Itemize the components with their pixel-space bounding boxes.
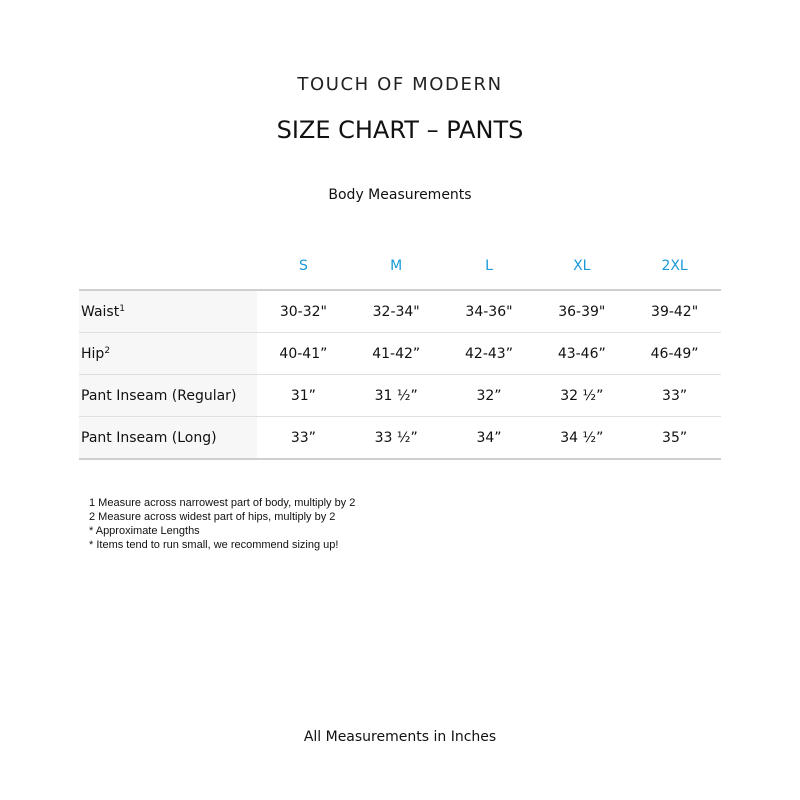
size-chart-table <box>79 243 721 460</box>
table-cell: 42-43” <box>443 333 536 375</box>
table-cell: 41-42” <box>350 333 443 375</box>
table-row-waist <box>79 290 721 333</box>
footnote-1: 1 Measure across narrowest part of body, multiply by 2 <box>89 497 356 509</box>
table-cell: 32 ½” <box>535 375 628 417</box>
footnote-marker: 2 <box>104 345 111 356</box>
table-cell: 46-49” <box>628 333 721 375</box>
table-cell: 31” <box>257 375 350 417</box>
table-cell: 36-39" <box>535 290 628 333</box>
table-cell: 32” <box>443 375 536 417</box>
page-title: SIZE CHART – PANTS <box>276 116 524 144</box>
table-cell: 34” <box>443 417 536 460</box>
table-cell: 30-32" <box>257 290 350 333</box>
footnotes <box>89 496 355 552</box>
footnote-sizing: * Items tend to run small, we recommend sizing up! <box>89 539 339 551</box>
footnote-approx: * Approximate Lengths <box>89 525 200 537</box>
table-cell: 31 ½” <box>350 375 443 417</box>
header-corner <box>79 243 257 290</box>
table-cell: 43-46” <box>535 333 628 375</box>
table-cell: 35” <box>628 417 721 460</box>
row-label-waist <box>79 290 257 333</box>
footnote-marker: 1 <box>119 303 125 314</box>
table-cell: 39-42" <box>628 290 721 333</box>
size-header-l: L <box>443 243 536 290</box>
footnote-2: 2 Measure across widest part of hips, multiply by 2 <box>89 511 336 523</box>
table-row-inseam-long <box>79 417 721 460</box>
row-label-hip <box>79 333 257 375</box>
row-label-text: Pant Inseam (Long) <box>81 429 217 446</box>
table-cell: 34 ½” <box>535 417 628 460</box>
table-row-hip <box>79 333 721 375</box>
size-header-xl: XL <box>535 243 628 290</box>
units-footer: All Measurements in Inches <box>303 729 497 745</box>
table-cell: 40-41” <box>257 333 350 375</box>
size-header-s: S <box>257 243 350 290</box>
size-header-m: M <box>350 243 443 290</box>
table-cell: 33” <box>628 375 721 417</box>
table-cell: 34-36" <box>443 290 536 333</box>
table-cell: 33” <box>257 417 350 460</box>
row-label-text: Hip <box>81 345 105 362</box>
table-cell: 32-34" <box>350 290 443 333</box>
brand-logo: TOUCH OF MODERN <box>297 74 503 95</box>
table-row-inseam-regular <box>79 375 721 417</box>
table-subtitle: Body Measurements <box>328 187 472 203</box>
size-header-2xl: 2XL <box>628 243 721 290</box>
table-cell: 33 ½” <box>350 417 443 460</box>
row-label-text: Waist <box>81 303 120 320</box>
row-label-inseam-regular <box>79 375 257 417</box>
row-label-text: Pant Inseam (Regular) <box>81 387 237 404</box>
size-header-row <box>79 243 721 290</box>
row-label-inseam-long <box>79 417 257 460</box>
